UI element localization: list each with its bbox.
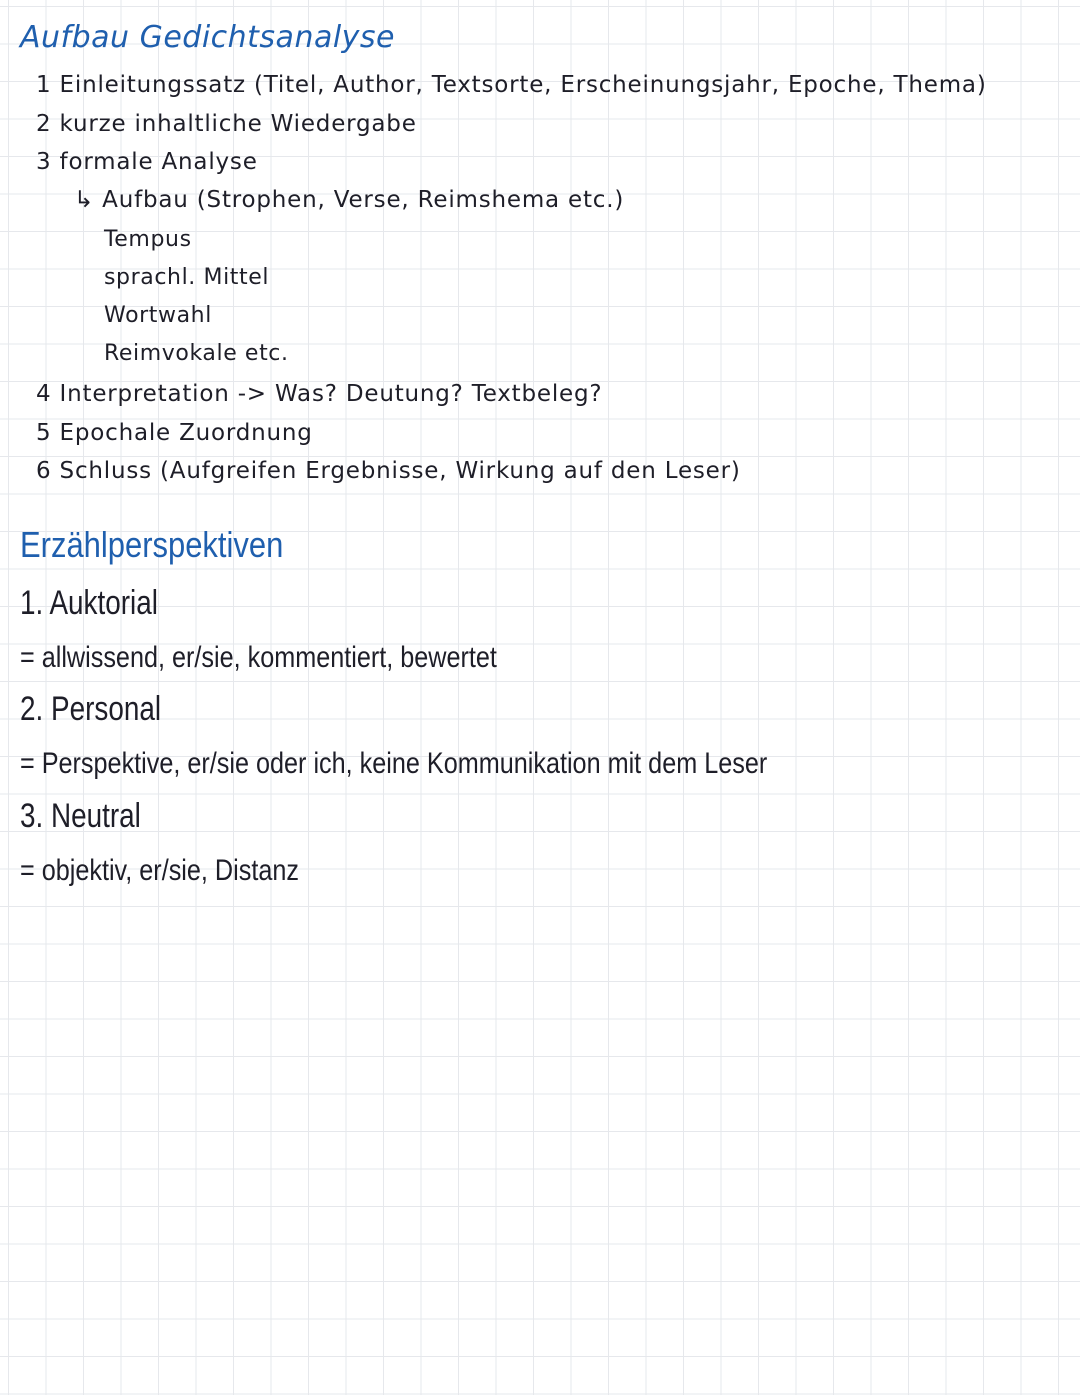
step-1: 1 Einleitungssatz (Titel, Author, Textsorte, Erscheinungsjahr, Epoche, Thema) xyxy=(36,72,987,98)
perspective-definition: = Perspektive, er/sie oder ich, keine Kommunikation mit dem Leser xyxy=(20,747,768,780)
page-title: Aufbau Gedichtsanalyse xyxy=(20,20,396,55)
section-title: Erzählperspektiven xyxy=(20,524,284,565)
perspective-definition: = objektiv, er/sie, Distanz xyxy=(20,854,299,887)
formal-item-wortwahl: Wortwahl xyxy=(104,303,212,328)
step-3: 3 formale Analyse xyxy=(36,149,258,175)
formal-item-reimvokale: Reimvokale etc. xyxy=(104,341,289,366)
formal-item-mittel: sprachl. Mittel xyxy=(104,265,270,290)
step-2: 2 kurze inhaltliche Wiedergabe xyxy=(36,111,417,137)
perspective-name: 3. Neutral xyxy=(20,797,141,835)
perspective-name: 2. Personal xyxy=(20,690,162,728)
perspective-name: 1. Auktorial xyxy=(20,584,158,622)
formal-item-aufbau: ↳ Aufbau (Strophen, Verse, Reimshema etc.) xyxy=(74,187,625,213)
step-5: 5 Epochale Zuordnung xyxy=(36,420,313,446)
perspective-definition: = allwissend, er/sie, kommentiert, bewertet xyxy=(20,641,497,674)
formal-item-tempus: Tempus xyxy=(104,227,192,252)
step-6: 6 Schluss (Aufgreifen Ergebnisse, Wirkung auf den Leser) xyxy=(36,458,741,484)
step-4: 4 Interpretation -> Was? Deutung? Textbeleg? xyxy=(36,381,603,407)
